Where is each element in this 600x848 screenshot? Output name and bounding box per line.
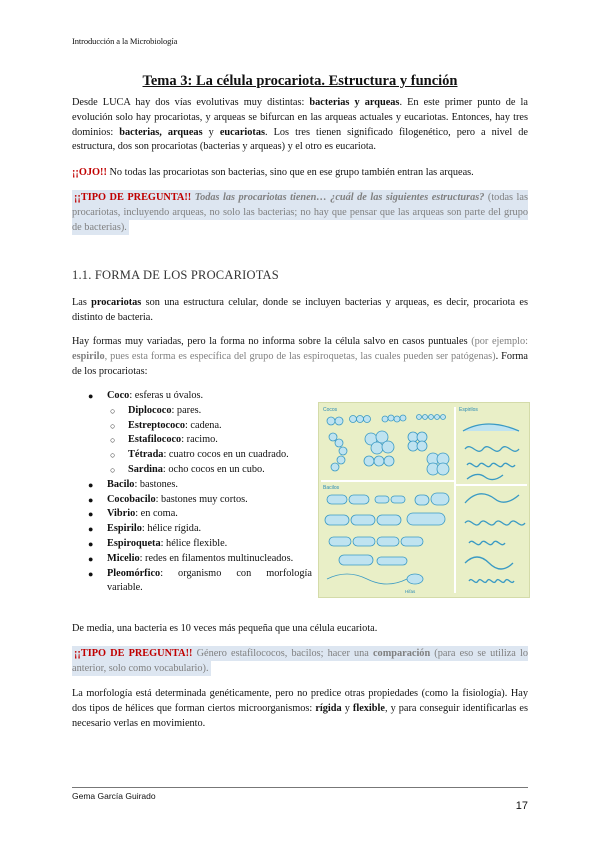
page-title: Tema 3: La célula procariota. Estructura y función bbox=[142, 73, 458, 89]
figure-label: Hifas bbox=[405, 589, 416, 594]
list-item: ● Micelio: redes en filamentos multinucleados. bbox=[88, 552, 294, 564]
list-subitem: ○ Tétrada: cuatro cocos en un cuadrado. bbox=[110, 449, 289, 461]
footer-author: Gema García Guirado bbox=[72, 791, 156, 801]
figure-label: Espirilos bbox=[459, 407, 478, 413]
shapes-list bbox=[72, 389, 312, 596]
page-number: 17 bbox=[515, 800, 528, 812]
bacilli-drawings bbox=[325, 493, 449, 584]
list-item: ● Cocobacilo: bastones muy cortos. bbox=[88, 493, 248, 505]
intro-paragraph: Desde LUCA hay dos vías evolutivas muy distintas: bacterias y arqueas. En este primer punto de la evolución solo hay procariotas, y arqueas se bifurcan en las arqueas actuales y eucariotas. Entonces, hay tres dominios: bacterias, arqueas y eucariotas. Los tres tienen significado filogenético, pero a nivel de estructura, dos son procariotas (bacterias y arqueas) y el otro es eucariota. bbox=[72, 97, 528, 153]
list-subitem: ○ Estafilococo: racimo. bbox=[110, 434, 218, 446]
cocci-drawings bbox=[327, 415, 449, 476]
ojo-note: ¡¡OJO!! No todas las procariotas son bacterias, sino que en ese grupo también entran las arqueas. bbox=[72, 167, 474, 178]
shapes-intro: Hay formas muy variadas, pero la forma no informa sobre la célula salvo en casos puntuales (por ejemplo: espirilo, pues esta forma es específica del grupo de las espiroquetas, las cuales pueden ser patógenas). Forma de los procariotas: bbox=[72, 336, 528, 377]
bacteria-shapes-illustration bbox=[319, 403, 529, 597]
list-subitem: ○ Diplococo: pares. bbox=[110, 404, 202, 416]
footer-divider bbox=[72, 787, 528, 788]
morphology-paragraph: La morfología está determinada genéticamente, pero no predice otras propiedades (como la fisiología). Hay dos tipos de hélices que forman ciertos microorganismos: rígida y flexible, y para conseguir identificarlas es necesario verlas en movimiento. bbox=[72, 688, 529, 729]
list-item: ● Bacilo: bastones. bbox=[88, 478, 178, 490]
figure-label: Cocos bbox=[323, 407, 338, 413]
spirilla-drawings bbox=[463, 424, 525, 582]
list-item: ● Vibrio: en coma. bbox=[88, 508, 178, 520]
prokaryote-definition: Las procariotas son una estructura celular, donde se incluyen bacterias y arqueas, es decir, procariota es distinto de bacteria. bbox=[72, 297, 528, 323]
figure-label: Bacilos bbox=[323, 485, 340, 491]
page-header: Introducción a la Microbiología bbox=[72, 36, 178, 46]
list-item: ● Espiroqueta: hélice flexible. bbox=[88, 537, 228, 549]
section-heading: 1.1. FORMA DE LOS PROCARIOTAS bbox=[72, 268, 279, 282]
bacteria-shapes-figure bbox=[318, 402, 530, 598]
list-subitem: ○ Sardina: ocho cocos en un cubo. bbox=[110, 463, 265, 475]
list-item: ● Espirilo: hélice rígida. bbox=[88, 523, 202, 535]
list-item: ● Pleomórfico: organismo con morfología variable. bbox=[88, 567, 312, 594]
exam-question-note-1: ¡¡TIPO DE PREGUNTA!! Todas las procariotas tienen… ¿cuál de las siguientes estructuras? (todas las procariotas, incluyendo arqueas, no solo las bacterias; no hay que pensar que las arqueas son parte del grupo de bacterias). bbox=[72, 192, 528, 233]
list-item: ● Coco: esferas u óvalos. bbox=[88, 390, 204, 401]
size-note: De media, una bacteria es 10 veces más pequeña que una célula eucariota. bbox=[72, 623, 378, 634]
exam-question-note-2: ¡¡TIPO DE PREGUNTA!! Género estafilococos, bacilos; hacer una comparación (para eso se utiliza lo anterior, solo como vocabulario). bbox=[72, 648, 528, 674]
list-subitem: ○ Estreptococo: cadena. bbox=[110, 419, 222, 431]
